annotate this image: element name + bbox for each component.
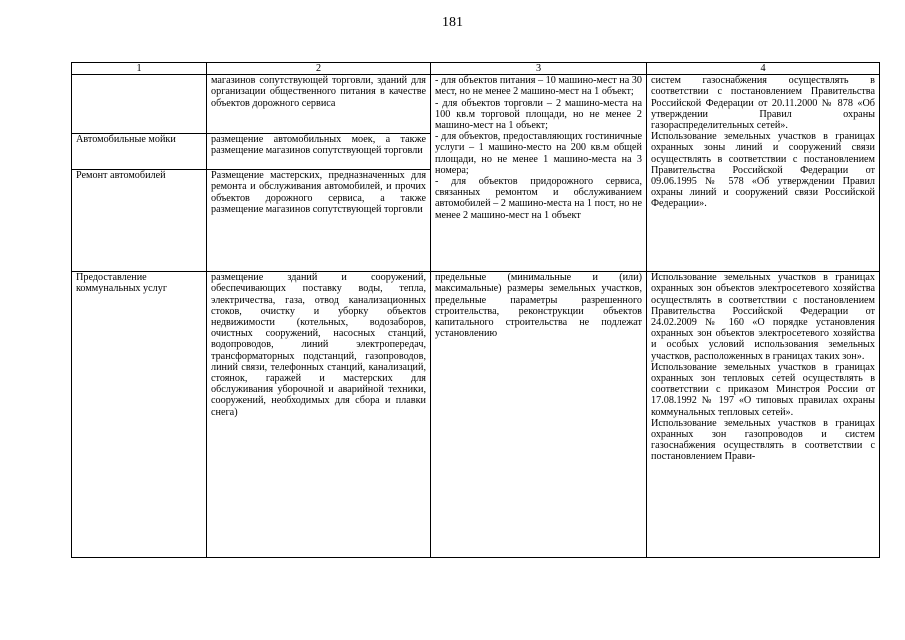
row4-use-name: Предоставление коммунальных услуг [72, 272, 207, 558]
restriction-electric-grid: Использование земельных участков в границах охранных зон объектов электросетевого хозяйства осуществлять в соответствии с постановлением Правительства Российской Федерации от 24.02.2009 № 160 «О порядке установления охранных зон объектов электросетевого хозяйства и особых условий использования земельных участков, расположенных в границах таких зон». [651, 272, 875, 362]
table-header-row [72, 63, 880, 75]
parking-requirements-cell [431, 75, 647, 272]
header-cell-2: 2 [207, 63, 431, 75]
parking-rule-trade: - для объектов торговли – 2 машино-места на 100 кв.м торговой площади, но не менее 2 машино-мест на 1 объект; [435, 97, 642, 132]
header-cell-4: 4 [647, 63, 880, 75]
row2-use-name: Автомобильные мойки [72, 134, 207, 170]
row4-restrictions [647, 272, 880, 558]
parking-rule-roadside: - для объектов придорожного сервиса, связанных ремонтом и обслуживанием автомобилей – 2 машино-места на 1 пост, но не менее 2 машино-мест на 1 объект [435, 176, 642, 221]
row3-description: Размещение мастерских, предназначенных для ремонта и обслуживания автомобилей, и прочих объектов дорожного сервиса, а также размещение магазинов сопутствующей торговли [207, 170, 431, 272]
row4-parameters: предельные (минимальные и (или) максимальные) размеры земельных участков, предельные параметры разрешенного строительства, реконструкции объектов капитального строительства не подлежат установлению [431, 272, 647, 558]
header-cell-1: 1 [72, 63, 207, 75]
restriction-gas-pipelines: Использование земельных участков в границах охранных зон газопроводов и систем газоснабжения осуществлять в соответствии с постановлением Прави- [651, 417, 875, 463]
restriction-gas-networks: систем газоснабжения осуществлять в соответствии с постановлением Правительства Российской Федерации от 20.11.2000 № 878 «Об утверждении Правил охраны газораспределительных сетей». [651, 75, 875, 132]
page-number: 181 [442, 15, 463, 30]
row1-description: магазинов сопутствующей торговли, зданий для организации общественного питания в качестве объектов дорожного сервиса [207, 75, 431, 134]
row1-use-name [72, 75, 207, 134]
restrictions-cell [647, 75, 880, 272]
header-cell-3: 3 [431, 63, 647, 75]
zoning-regulations-table [71, 62, 880, 558]
row4-description: размещение зданий и сооружений, обеспечивающих поставку воды, тепла, электричества, газа, отвод канализационных стоков, очистку и уборку объектов недвижимости (котельных, водозаборов, очистных сооружений, насосных станций, водопроводов, линий электропередач, трансформаторных подстанций, газопроводов, линий связи, телефонных станций, канализаций, стоянок, гаражей и мастерских для обслуживания уборочной и аварийной техники, сооружений, необходимых для сбора и плавки снега) [207, 272, 431, 558]
table-row [72, 272, 880, 558]
table-row [72, 75, 880, 134]
parking-rule-food: - для объектов питания – 10 машино-мест на 30 мест, но не менее 2 машино-мест на 1 объект; [435, 75, 642, 98]
parking-rule-hotel: - для объектов, предоставляющих гостиничные услуги – 1 машино-место на 200 кв.м общей площади, но не менее 1 машино-места на 3 номера; [435, 131, 642, 176]
row2-description: размещение автомобильных моек, а также размещение магазинов сопутствующей торговли [207, 134, 431, 170]
restriction-communication-lines: Использование земельных участков в границах охранных зоны линий и сооружений связи осуществлять в соответствии с постановлением Правительства Российской Федерации от 09.06.1995 № 578 «Об утверждении Правил охраны линий и сооружений связи Российской Федерации». [651, 131, 875, 210]
row3-use-name: Ремонт автомобилей [72, 170, 207, 272]
restriction-heat-networks: Использование земельных участков в границах охранных зон тепловых сетей осуществлять в соответствии с приказом Минстроя России от 17.08.1992 № 197 «О типовых правилах охраны коммунальных тепловых сетей». [651, 361, 875, 418]
